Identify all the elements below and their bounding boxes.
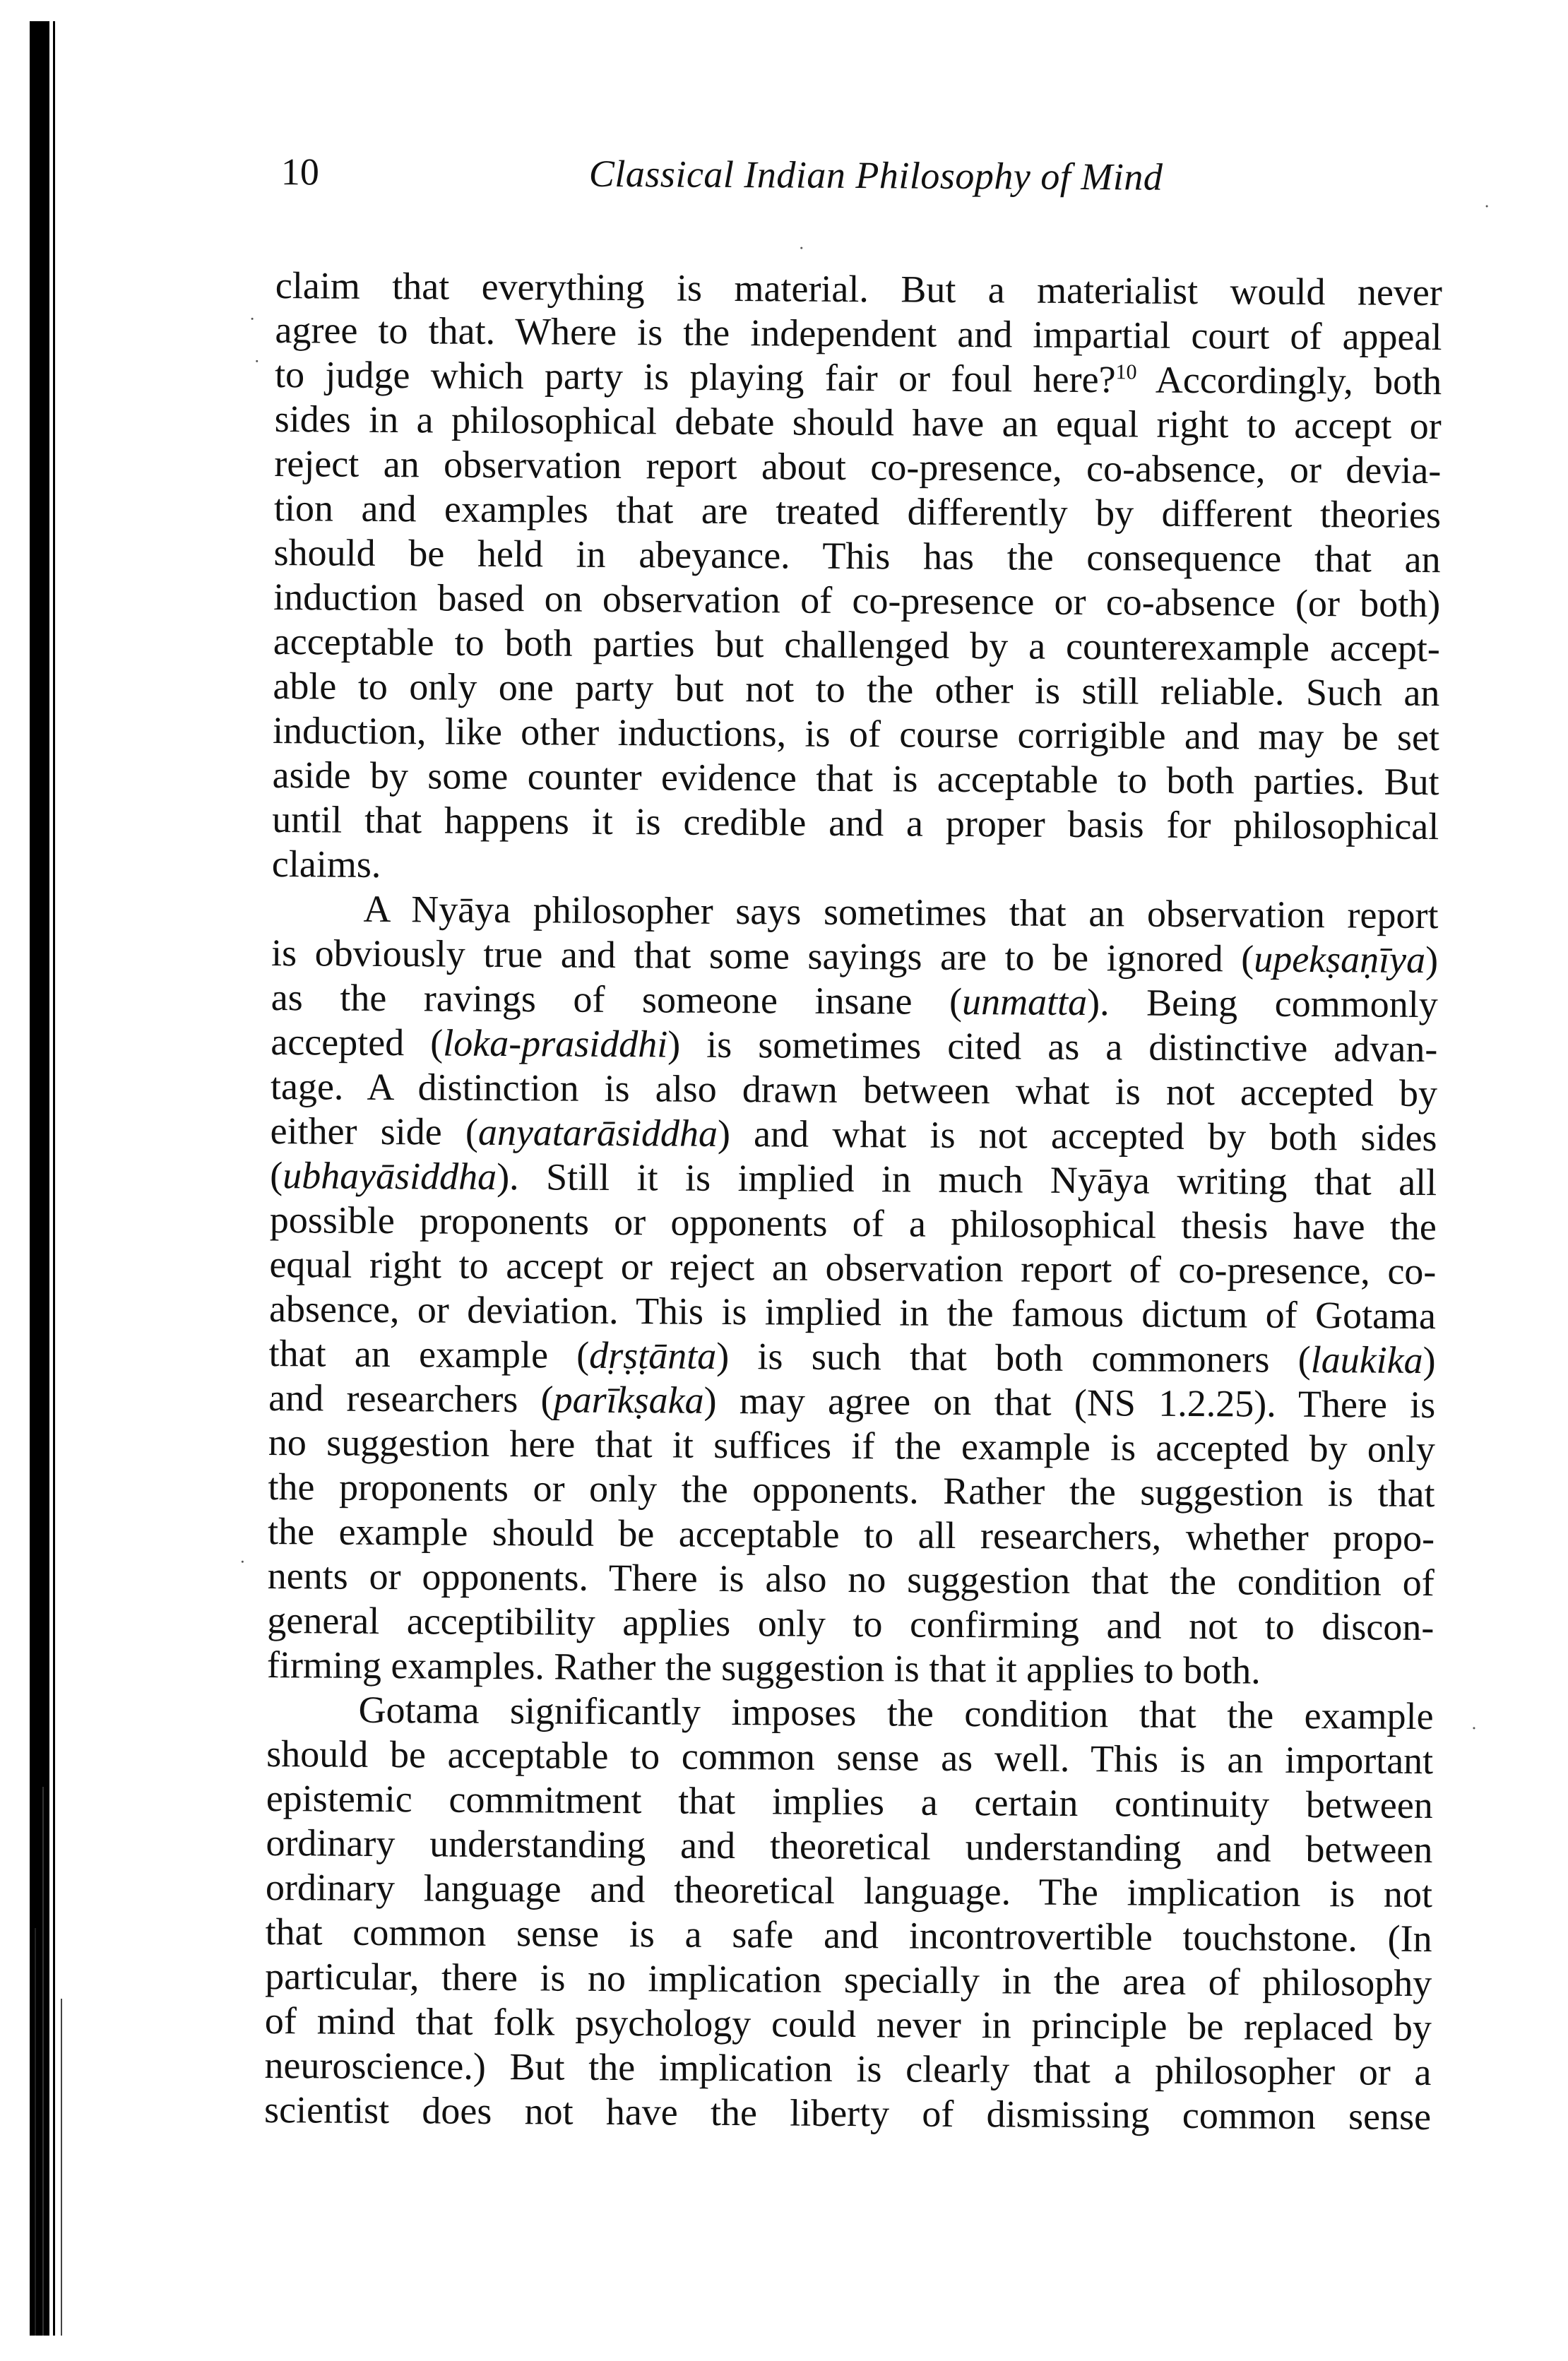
text-run: aside by some counter evidence that is acceptable to both parties. But [272, 754, 1439, 804]
text-run: ). Still it is implied in much Nyāya writing that all [496, 1155, 1437, 1204]
text-line [268, 1465, 1435, 1516]
text-run: sides in a philosophical debate should have an equal right to accept or [274, 398, 1442, 448]
text-run: tage. A distinction is also drawn between what is not accepted by [270, 1065, 1438, 1115]
text-run: absence, or deviation. This is implied in the famous dictum of Gotama [268, 1287, 1437, 1338]
text-run: ordinary understanding and theoretical understanding and between [266, 1821, 1433, 1872]
text-line [273, 575, 1440, 626]
text-run: tion and examples that are treated differently by different theories [273, 487, 1442, 537]
text-run: as the ravings of someone insane ( [271, 976, 963, 1023]
text-line [265, 1999, 1432, 2050]
text-line [267, 1598, 1434, 1650]
text-run: general acceptibility applies only to confirming and not to discon- [267, 1598, 1435, 1649]
text-run: claims. [271, 843, 381, 886]
text-line [268, 1554, 1435, 1605]
text-run: claim that everything is material. But a materialist would never [275, 264, 1443, 314]
scan-speck [251, 318, 254, 320]
text-line [264, 2043, 1431, 2095]
text-line [275, 397, 1442, 448]
text-run: ( [270, 1154, 283, 1197]
scan-speck [242, 1561, 244, 1563]
sanskrit-term: unmatta [961, 980, 1088, 1024]
text-line [270, 1109, 1437, 1160]
body-text [264, 263, 1442, 2139]
text-line [273, 619, 1440, 671]
text-line [266, 1687, 1433, 1739]
running-head [278, 149, 1447, 201]
text-line [272, 797, 1439, 849]
text-run: the example should be acceptable to all researchers, whether propo- [267, 1509, 1435, 1560]
text-line [270, 1198, 1437, 1249]
paragraph [267, 886, 1439, 1694]
text-run: that common sense is a safe and incontrovertible touchstone. (In [265, 1910, 1432, 1961]
text-run: is obviously true and that some sayings are to be ignored ( [271, 932, 1254, 980]
text-line [273, 530, 1440, 582]
text-line [268, 1509, 1435, 1561]
text-line [275, 308, 1442, 359]
text-line [266, 1776, 1433, 1828]
text-run: ) and what is not accepted by both sides [717, 1112, 1437, 1160]
text-line [265, 1910, 1432, 1961]
text-run: neuroscience.) But the implication is clearly that a philosopher or a [264, 2043, 1432, 2094]
text-line [275, 263, 1442, 315]
text-line [271, 1020, 1437, 1071]
sanskrit-term: dṛṣṭānta [589, 1333, 717, 1377]
text-run: Accordingly, both [1136, 358, 1442, 403]
text-run: nents or opponents. There is also no suggestion that the condition of [267, 1554, 1435, 1605]
text-run: ) is such that both commoners ( [716, 1334, 1311, 1381]
text-run: until that happens it is credible and a proper basis for philosophical [272, 798, 1439, 848]
text-line [271, 975, 1438, 1027]
text-line [273, 708, 1439, 760]
sanskrit-term: upekṣaṇīya [1254, 937, 1426, 981]
page-number: 10 [280, 150, 320, 194]
text-run: agree to that. Where is the independent and impartial court of appeal [275, 309, 1442, 359]
text-run: equal right to accept or reject an observation report of co-presence, co- [269, 1243, 1437, 1293]
text-line [268, 1331, 1435, 1383]
text-line [275, 352, 1442, 404]
text-run: induction, like other inductions, is of course corrigible and may be set [272, 709, 1440, 759]
text-run: acceptable to both parties but challenged by a counterexample accept- [273, 620, 1440, 670]
text-run: ) [1423, 1338, 1436, 1382]
text-line [264, 2088, 1431, 2139]
text-line [274, 486, 1441, 537]
text-run: should be held in abeyance. This has the consequence that an [273, 531, 1441, 581]
text-line [271, 931, 1438, 982]
text-run: scientist does not have the liberty of dismissing common sense [263, 2088, 1432, 2139]
book-title: Classical Indian Philosophy of Mind [588, 152, 1163, 198]
text-run: induction based on observation of co-presence or co-absence (or both) [273, 576, 1441, 626]
text-line [270, 1153, 1437, 1205]
text-line [266, 1821, 1432, 1872]
scan-speck [1486, 205, 1488, 207]
sanskrit-term: anyatarāsiddha [477, 1110, 718, 1155]
text-line [266, 1865, 1432, 1917]
text-run: Gotama significantly imposes the condition that the example [358, 1688, 1434, 1738]
text-line [268, 1376, 1435, 1427]
text-run: either side ( [270, 1110, 479, 1153]
paragraph [264, 1687, 1434, 2139]
scan-speck [1473, 1727, 1475, 1729]
sanskrit-term: ubhayāsiddha [283, 1154, 497, 1198]
text-line [271, 886, 1438, 938]
text-run: reject an observation report about co-presence, co-absence, or devia- [274, 442, 1442, 492]
text-line [271, 1064, 1437, 1116]
text-line [269, 1242, 1436, 1294]
text-run: to judge which party is playing fair or foul here? [274, 353, 1116, 401]
text-run: ) may agree on that (NS 1.2.25). There is [703, 1379, 1436, 1427]
text-run: epistemic commitment that implies a certain continuity between [266, 1776, 1433, 1827]
sanskrit-term: laukika [1310, 1338, 1423, 1381]
sanskrit-term: loka-prasiddhi [443, 1021, 668, 1066]
text-run: accepted ( [271, 1021, 444, 1064]
text-run: firming examples. Rather the suggestion is that it applies to both. [266, 1643, 1261, 1692]
scan-speck [800, 247, 802, 249]
text-line [274, 441, 1441, 493]
text-run: no suggestion here that it suffices if the example is accepted by only [268, 1420, 1436, 1471]
text-line [265, 1954, 1432, 2006]
sanskrit-term: parīkṣaka [553, 1378, 704, 1422]
text-run: particular, there is no implication specially in the area of philosophy [265, 1954, 1432, 2005]
text-line [267, 1643, 1434, 1694]
text-run: ordinary language and theoretical language. The implication is not [265, 1865, 1433, 1916]
text-run: ) is sometimes cited as a distinctive advan- [667, 1023, 1438, 1071]
text-run: should be acceptable to common sense as well. This is an important [266, 1732, 1434, 1783]
text-run: possible proponents or opponents of a philosophical thesis have the [269, 1199, 1437, 1249]
text-run: and researchers ( [268, 1376, 554, 1421]
text-run: able to only one party but not to the other is still reliable. Such an [273, 665, 1440, 715]
text-line [268, 1420, 1435, 1472]
text-run: the proponents or only the opponents. Rather the suggestion is that [268, 1465, 1435, 1516]
text-run: that an example ( [268, 1331, 590, 1376]
text-line [272, 842, 1439, 893]
text-run: ). Being commonly [1086, 981, 1438, 1026]
text-line [273, 664, 1439, 715]
paragraph [272, 263, 1442, 893]
text-line [266, 1732, 1433, 1783]
text-run: of mind that folk psychology could never in principle be replaced by [264, 1999, 1432, 2050]
text-line [269, 1287, 1436, 1338]
scan-speck [256, 360, 258, 362]
text-run: A Nyāya philosopher says sometimes that an observation report [363, 887, 1439, 937]
text-line [272, 753, 1439, 804]
text-run: ) [1425, 938, 1439, 982]
footnote-reference: 10 [1115, 360, 1137, 384]
